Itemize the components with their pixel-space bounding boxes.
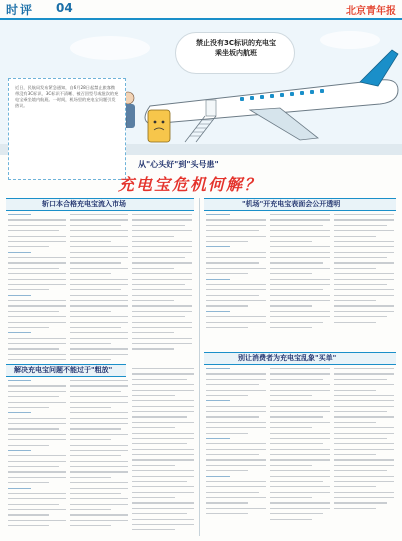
cartoon-illustration [0, 20, 402, 155]
article-4-col-2 [270, 368, 330, 536]
article-3-title: 解决充电宝问题不能过于"粗放" [14, 366, 113, 374]
article-2-col-1 [206, 214, 266, 338]
intro-box [8, 78, 126, 180]
column-divider [199, 198, 200, 536]
feature-title: 充电宝危机何解？ [118, 175, 263, 194]
speech-bubble-text: 禁止没有3C标识的充电宝 乘坐坂内航班 [195, 39, 276, 57]
article-4-col-3 [334, 368, 394, 536]
newspaper-logo: 北京青年报 [346, 6, 396, 17]
article-1-col-3 [132, 214, 192, 364]
article-1-col-1 [8, 214, 66, 364]
article-3-col-1 [8, 380, 66, 536]
article-2-col-3 [334, 214, 394, 338]
article-2-title: "机场"开充电宝表面会公开透明 [242, 200, 341, 208]
article-1-title: 斩口本合格充电宝流入市场 [42, 200, 126, 208]
article-4-title: 别让消费者为充电宝乱象"买单" [238, 354, 337, 362]
feature-subtitle: 从"心头好"到"头号患" [138, 160, 219, 169]
page-header [0, 0, 402, 20]
article-2-col-2 [270, 214, 330, 338]
article-4-col-1 [206, 368, 266, 536]
article-1-col-2 [70, 214, 128, 364]
article-3-col-3 [132, 368, 194, 536]
article-3-col-2 [70, 380, 128, 536]
section-name: 时评 [6, 3, 35, 17]
page-number: 04 [56, 1, 73, 15]
intro-text: 近日，民航局发布紧急通知，自6月28日起禁止旅客携带没有3C标识、3C标识不清晰、被召回型号或批次的充电宝乘坐境内航班。一时间，机场里的充电宝问题引发热议。 [15, 85, 119, 108]
